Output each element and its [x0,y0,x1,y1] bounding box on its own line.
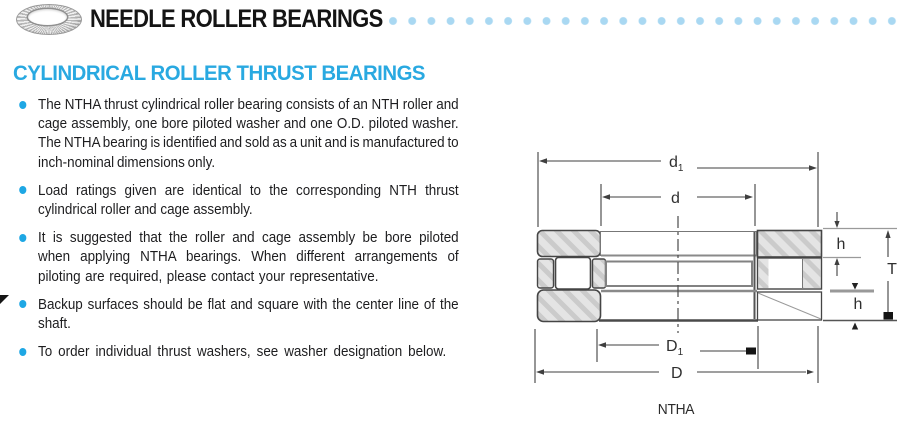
bullet-text: It is suggested that the roller and cage assembly be bore piloted when applying NTHA bearings. When different arrangements of piloting are required, please contact your representative. [38,229,459,285]
cage-strip [606,262,752,287]
cage-section-left [538,259,554,288]
top-bore-piloted-washer [538,231,601,257]
bullet-list [38,95,459,370]
dim-label-d1: $d_1$ [669,154,684,174]
bullet-text: Backup surfaces should be flat and square with the center line of the shaft. [38,295,459,333]
page-margin-marker [0,295,9,304]
dim-label-h-top: h [836,236,846,253]
bullet-item-1 [38,95,459,172]
bullet-dot-icon [19,234,26,242]
h-bottom-arrow-up [852,323,858,330]
cage-hatch-right-a [759,259,769,288]
dim-label-D1: $D_1$ [666,338,684,358]
ntha-bearing-diagram [510,120,909,410]
bullet-item-5 [38,342,459,361]
dim-d-arrow-left [602,194,610,200]
dim-D-arrow-left [536,369,544,375]
roller-section [556,258,591,290]
T-end-square [884,312,894,320]
dim-D1-arrow-left [598,342,606,348]
dim-label-D: D [671,365,683,382]
bullet-dot-icon [19,186,26,194]
top-od-piloted-washer [758,231,822,258]
bullet-text: Load ratings given are identical to the corresponding NTH thrust cylindrical roller and cage assembly. [38,181,459,219]
dotted-rule-decoration [389,15,906,27]
dim-d-arrow-right [745,194,753,200]
T-arrow-up [885,230,890,238]
dim-label-T: T [887,261,897,278]
bullet-text: To order individual thrust washers, see washer designation below. [38,343,447,361]
cage-hatch-right-b [803,259,821,288]
bullet-dot-icon [19,348,26,356]
bullet-item-4 [38,295,459,333]
dim-D1-arrow-right [746,348,756,355]
bullet-item-3 [38,228,459,286]
dim-label-h-bottom: h [853,296,863,313]
h-top-arrow-up [834,258,839,265]
bullet-item-2 [38,181,459,219]
diagram-caption: NTHA [657,401,695,418]
h-top-arrow-down [834,221,839,228]
cage-section-mid [593,259,606,288]
dim-D-arrow-right [807,370,814,375]
bullet-text: The NTHA thrust cylindrical roller bearing consists of an NTH roller and cage assembly, one bore piloted washer and one O.D. piloted washer. The NTHA bearing is identified and sold as a unit and is manufactured to inch-nominal dimensions only. [38,96,459,171]
dim-d1-arrow-right [809,165,817,171]
page-title: NEEDLE ROLLER BEARINGS [90,5,383,33]
h-bottom-arrow-down [852,283,858,290]
bearing-logo-bore [28,9,67,25]
bullet-dot-icon [19,101,26,109]
bullet-dot-icon [19,300,26,308]
section-heading: CYLINDRICAL ROLLER THRUST BEARINGS [13,62,426,85]
bearing-logo-image [16,4,82,35]
dim-d1-arrow-left [539,158,547,164]
bottom-bore-piloted-washer [538,290,601,322]
dim-label-d: d [671,190,680,207]
